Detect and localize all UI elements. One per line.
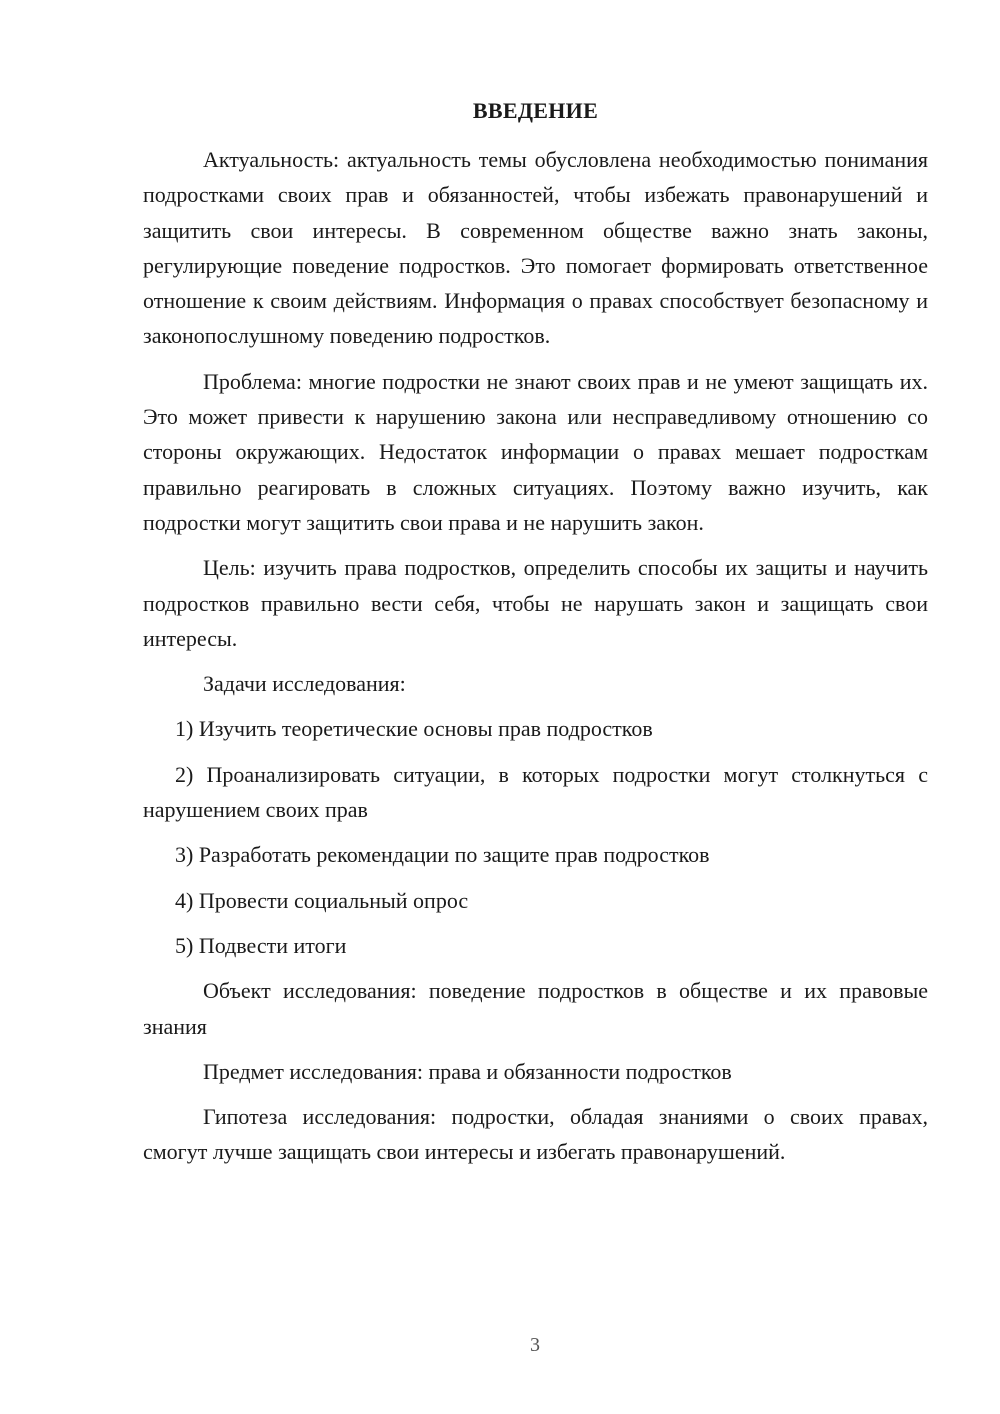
task-item-3: 3) Разработать рекомендации по защите прав подростков — [175, 842, 710, 868]
page-title: ВВЕДЕНИЕ — [472, 98, 599, 123]
task-item-5: 5) Подвести итоги — [175, 932, 347, 958]
task-item-4: 4) Провести социальный опрос — [175, 887, 469, 913]
task-item-1: 1) Изучить теоретические основы прав подростков — [175, 716, 653, 742]
hypothesis-paragraph: Гипотеза исследования: подростки, обладая знаниями о своих правах, смогут лучше защищать свои интересы и избегать правонарушений. — [143, 1104, 928, 1165]
document-page — [143, 96, 928, 1180]
tasks-heading: Задачи исследования: — [203, 671, 406, 697]
goal-paragraph: Цель: изучить права подростков, определить способы их защиты и научить подростков правильно вести себя, чтобы не нарушать закон и защищать свои интересы. — [143, 555, 928, 651]
problem-paragraph: Проблема: многие подростки не знают своих прав и не умеют защищать их. Это может привести к нарушению закона или несправедливому отношению со стороны окружающих. Недостаток информации о правах мешает подросткам правильно реагировать в сложных ситуациях. Поэтому важно изучить, как подростки могут защитить свои права и не нарушить закон. — [143, 368, 928, 535]
subject-paragraph: Предмет исследования: права и обязанности подростков — [203, 1058, 732, 1084]
relevance-paragraph: Актуальность: актуальность темы обусловлена необходимостью понимания подростками своих прав и обязанностей, чтобы избежать правонарушений и защитить свои интересы. В современном обществе важно знать законы, регулирующие поведение подростков. Это помогает формировать ответственное отношение к своим действиям. Информация о правах способствует безопасному и законопослушному поведению подростков. — [143, 147, 928, 349]
page-number: 3 — [530, 1334, 540, 1356]
object-paragraph: Объект исследования: поведение подростков в обществе и их правовые знания — [143, 978, 928, 1039]
task-item-2: 2) Проанализировать ситуации, в которых подростки могут столкнуться с нарушением своих прав — [143, 761, 928, 823]
